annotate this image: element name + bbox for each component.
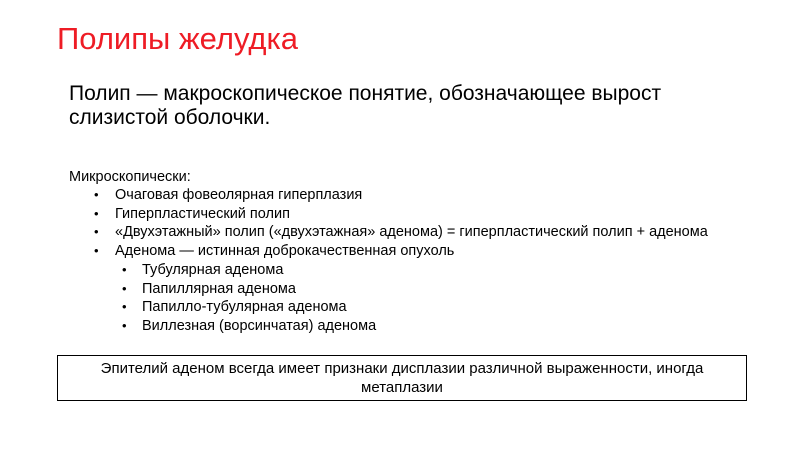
sub-list-item-text: Папиллярная аденома [142,280,296,297]
sub-list-item-text: Виллезная (ворсинчатая) аденома [142,317,377,334]
bullet-icon: • [122,299,127,315]
sub-list-item-text: Тубулярная аденома [142,261,284,278]
sub-list-item [115,317,769,336]
slide-title: Полипы желудка [57,21,299,56]
dysplasia-note-box [57,355,747,401]
polyp-types-list [69,186,769,336]
sub-list-item [115,280,769,299]
sub-list-item-text: Папилло-тубулярная аденома [142,299,347,316]
microscopic-label: Микроскопически: [69,169,191,185]
bullet-icon: • [94,205,99,221]
list-item-text: Аденома — истинная доброкачественная опухоль [115,243,455,260]
list-item-text: «Двухэтажный» полип («двухэтажная» аденома) = гиперпластический полип + аденома [115,224,708,241]
bullet-icon: • [122,317,127,333]
adenoma-types-list [115,261,769,336]
list-item [69,205,769,224]
list-item [69,186,769,205]
bullet-icon: • [94,187,99,202]
bullet-icon: • [122,261,127,277]
dysplasia-note-text: Эпителий аденом всегда имеет признаки дисплазии различной выраженности, иногда метаплазии [100,360,704,396]
list-item-text: Гиперпластический полип [115,205,290,222]
sub-list-item [115,261,769,280]
bullet-icon: • [122,280,127,296]
bullet-icon: • [94,224,99,240]
microscopic-section [69,168,769,336]
list-item-text: Очаговая фовеолярная гиперплазия [115,187,363,203]
sub-list-item [115,298,769,317]
bullet-icon: • [94,243,99,259]
list-item [69,242,769,336]
list-item [69,223,769,242]
lead-definition: Полип — макроскопическое понятие, обозначающее вырост слизистой оболочки. [69,82,662,129]
